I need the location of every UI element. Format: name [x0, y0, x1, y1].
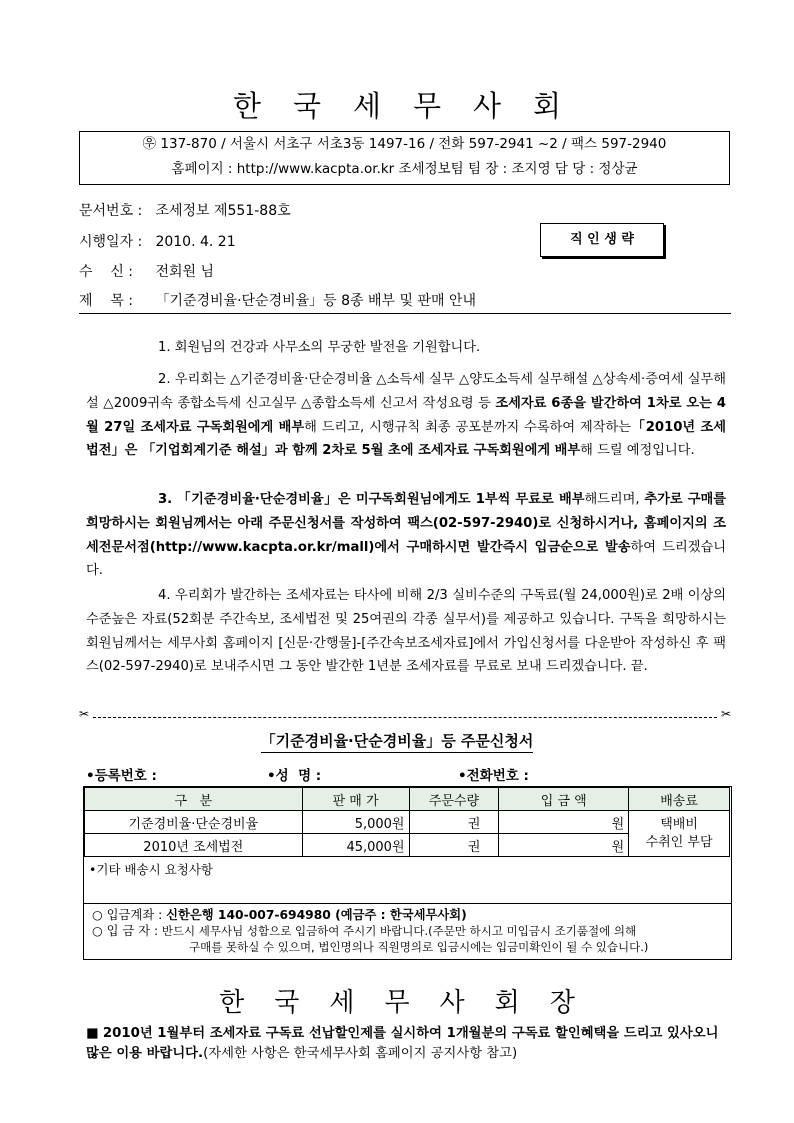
org-title: 한국세무사회: [232, 89, 594, 123]
quantity-field[interactable]: 권: [409, 834, 499, 857]
paragraph-4: 4. 우리회가 발간하는 조세자료는 타사에 비해 2/3 실비수준의 구독료(월 24,000원)로 2배 이상의 수준높은 자료(52회분 주간속보, 조세법전 및 25여권의 각종 실무서)를 제공하고 있습니다. 구독을 희망하시는 회원님께서는 세무사회 홈페이지 [신문·간행물]-[주간속보조세자료]에서 가입신청서를 다운받아 작성하신 후 팩스(02-597-2940)로 보내주시면 그 동안 발간한 1년분 조세자료를 무료로 보내 드리겠습니다. 끝.: [86, 588, 726, 675]
subject-row: [79, 290, 476, 310]
table-header: 구 분 판 매 가 주문수량 입 금 액 배송료: [85, 788, 730, 811]
signature-title: 한국세무사회장: [219, 988, 605, 1018]
bank-account: 신한은행 140-007-694980 (예금주 : 한국세무사회): [166, 908, 467, 922]
seal-omitted-stamp: 직 인 생 략: [540, 223, 664, 257]
quantity-field[interactable]: 권: [409, 811, 499, 834]
order-form-title: 「기준경비율·단순경비율」등 주문신청서: [0, 730, 794, 751]
header-contact-box: [79, 131, 730, 185]
order-table: [84, 787, 730, 857]
divider: [79, 313, 731, 314]
recipient-label: 수 신 :: [79, 264, 134, 280]
date-row: [79, 231, 236, 251]
paragraph-1: 1. 회원님의 건강과 사무소의 무궁한 발전을 기원합니다.: [158, 340, 481, 355]
doc-number-label: 문서번호 :: [79, 203, 143, 219]
address-line: ㉾ 137-870 / 서울시 서초구 서초3동 1497-16 / 전화 597-2941 ~2 / 팩스 597-2940: [142, 136, 667, 152]
doc-number: 조세정보 제551-88호: [155, 203, 291, 219]
registration-number-label: •등록번호 :: [86, 768, 157, 784]
shipping-cell: 택배비 수취인 부담: [629, 811, 730, 857]
name-label: •성 명 :: [267, 768, 322, 784]
recipient: 전회원 님: [155, 264, 214, 280]
order-form: [83, 786, 732, 960]
phone-label: •전화번호 :: [458, 768, 529, 784]
date-label: 시행일자 :: [79, 234, 143, 250]
paragraph-2: 2. 우리회는 △기준경비율·단순경비율 △소득세 실무 △양도소득세 실무해설 △상속세·증여세 실무해설 △2009귀속 종합소득세 신고실무 △종합소득세 신고서 작성요령 등 조세자료 6종을 발간하여 1차로 오는 4월 27일 조세자료 구독회원에게 배부해 드리고, 시행규칙 최종 공포분까지 수록하여 제작하는「2010년 조세법전」은 「기업회계기준 해설」과 함께 2차로 5월 초에 조세자료 구독회원에게 배부해 드릴 예정입니다.: [86, 372, 726, 459]
doc-number-row: [79, 200, 291, 220]
table-row: 2010년 조세법전 45,000원 권 원: [85, 834, 730, 857]
date-value: 2010. 4. 21: [155, 234, 236, 250]
delivery-request-label: •기타 배송시 요청사항: [89, 862, 213, 877]
table-row: 기준경비율·단순경비율 5,000원 권 원 택배비 수취인 부담: [85, 811, 730, 834]
notice: ■ 2010년 1월부터 조세자료 구독료 선납할인제를 실시하여 1개월분의 구독료 할인혜택을 드리고 있사오니 많은 이용 바랍니다.(자세한 사항은 한국세무사회 홈페이지 공지사항 참고): [86, 1026, 719, 1061]
subject-label: 제 목 :: [79, 293, 134, 309]
amount-field[interactable]: 원: [499, 811, 629, 834]
amount-field[interactable]: 원: [499, 834, 629, 857]
bullet-icon: ■: [86, 1026, 99, 1041]
scissors-icon: ✂: [79, 707, 90, 721]
recipient-row: [79, 261, 214, 281]
payment-info: ○ 입금계좌 : 신한은행 140-007-694980 (예금주 : 한국세무사회) ○ 입 금 자 : 반드시 세무사님 성함으로 입금하여 주시기 바랍니다.(주문만 하시고 미입금시 조기품절에 의해 구매를 못하실 수 있으며, 법인명의나 직원명의로 입금시에는 입금미확인이 될 수 있습니다.): [92, 908, 649, 954]
scissors-icon: ✂: [720, 707, 731, 721]
paragraph-3: 3. 「기준경비율·단순경비율」은 미구독회원님에게도 1부씩 무료로 배부해드리며, 추가로 구매를 희망하시는 회원님께서는 아래 주문신청서를 작성하여 팩스(02-597-2940)로 신청하시거나, 홈페이지의 조세전문서점(http://www.kacpta.or.kr/mall)에서 구매하시면 발간즉시 입금순으로 발송하여 드리겠습니다.: [86, 492, 726, 579]
cut-line: [79, 707, 731, 723]
contact-line: 홈페이지 : http://www.kacpta.or.kr 조세정보팀 팀 장 : 조지영 담 당 : 정상균: [171, 161, 638, 177]
subject: 「기준경비율·단순경비율」등 8종 배부 및 판매 안내: [155, 293, 477, 309]
